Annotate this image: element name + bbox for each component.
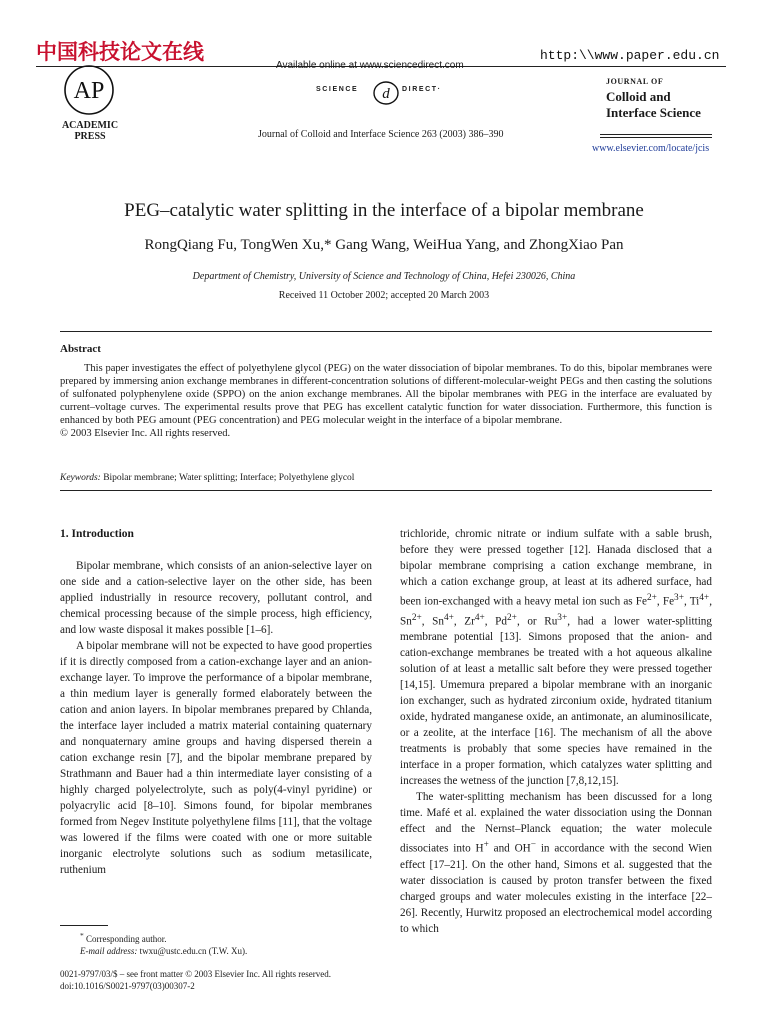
footnote-email: E-mail address: twxu@ustc.edu.cn (T.W. Xu). xyxy=(80,946,248,956)
keywords xyxy=(60,472,354,484)
front-matter-line1: 0021-9797/03/$ – see front matter © 2003 Elsevier Inc. All rights reserved. xyxy=(60,969,332,979)
sd-logo-right: DIRECT· xyxy=(402,86,442,93)
journal-rule xyxy=(600,137,712,138)
journal-citation: Journal of Colloid and Interface Science 263 (2003) 386–390 xyxy=(258,129,504,140)
site-logo-text: 中国科技论文在线 xyxy=(36,40,204,64)
article-authors: RongQiang Fu, TongWen Xu,* Gang Wang, WeiHua Yang, and ZhongXiao Pan xyxy=(144,237,624,253)
footnote-rule xyxy=(60,925,108,926)
publisher-name xyxy=(48,120,132,142)
journal-name xyxy=(606,89,701,121)
sd-logo-left: SCIENCE xyxy=(316,86,359,93)
paragraph: Bipolar membrane, which consists of an anion-selective layer on one side and a cation-selective layer on the other side, has been applied industrially in resource recovery, pollutant control, and chemical processing because of the simple process, high efficiency, and low waste disposal it makes possible [1–6]. xyxy=(60,560,372,636)
article-received: Received 11 October 2002; accepted 20 March 2003 xyxy=(278,290,490,301)
front-matter xyxy=(60,968,400,992)
svg-text:d: d xyxy=(382,86,390,102)
ap-logo-text: AP xyxy=(73,78,105,104)
available-online: Available online at www.sciencedirect.com xyxy=(276,60,464,71)
site-url[interactable]: http:\\www.paper.edu.cn xyxy=(540,48,720,63)
abstract-heading: Abstract xyxy=(60,343,101,355)
publisher-name-line1: ACADEMIC xyxy=(61,120,119,131)
journal-name-line1: Colloid and xyxy=(606,89,671,104)
footnote xyxy=(60,930,372,957)
paragraph: A bipolar membrane will not be expected to have good properties if it is directly composed from a cation-exchange layer and an anion-exchange layer. To improve the performance of a bipolar membrane, a thin medium layer is generally formed elaborately between the cation and anion layers. In bipolar membranes prepared by Chlanda, the interface layer included a matrix material containing quaternary and nonquaternary amine groups and having dispersed therein a cation exchange resin [7], and the bipolar membrane prepared by Strathmann and Bauer had a thin intermediate layer consisting of a highly charged polyelectrolyte, such as poly(4-vinyl pyridine) or polyacrylic acid [8–10]. Simons found, for bipolar membranes formed from Negev Institute polyethylene films [11], that the voltage was lowered if the films were coated with one or more suitable inorganic electrolyte solutions such as sodium metasilicate, ruthenium xyxy=(60,640,372,876)
publisher-name-line2: PRESS xyxy=(74,131,106,142)
keywords-text: Bipolar membrane; Water splitting; Interface; Polyethylene glycol xyxy=(100,473,355,483)
abstract-body xyxy=(60,362,712,440)
paragraph: The water-splitting mechanism has been discussed for a long time. Mafé et al. explained the water dissociation using the Donnan effect and the Nernst–Planck equation; the water molecule dissociates into H+ and OH− in accordance with the second Wien effect [17–21]. On the other hand, Simons et al. suggested that the water dissociation is caused by proton transfer between the fixed charged groups and water molecules existing in the interface [22–26]. Recently, Hurwitz proposed an electrochemical model according to which xyxy=(400,791,713,936)
journal-name-line2: Interface Science xyxy=(606,105,701,120)
journal-url[interactable]: www.elsevier.com/locate/jcis xyxy=(592,143,710,154)
article-affiliation: Department of Chemistry, University of Science and Technology of China, Hefei 230026, China xyxy=(192,271,576,282)
paragraph: trichloride, chromic nitrate or indium sulfate with a sable brush, before they were pressed together [12]. Hanada disclosed that a bipolar membrane comprising a cation exchange membrane, in which a cation exchange group, at least at its adhered surface, had been ion-exchanged with a heavy metal ion such as $Fe^{2+}$, $Fe^{3+}$, $Ti^{4+}$, $Sn^{2+}$, $Sn^{4+}$, $Zr^{4+}$, $Pd^{2+}$, or $Ru^{3+}$, had a lower water-splitting membrane potential [13]. Simons proposed that the anion- and cation-exchange membranes be treated with a hot aqueous alkaline solution of at least a metallic salt before they were pressed together [14,15]. Umemura prepared a bipolar membrane with an inorganic ion exchanger, such as hydrated zirconium oxide, hydrated titanium oxide, hydrated manganese oxide, an antimonate, an aluminosilicate, or a zeolite, at the interface [16]. The mechanism of all the above treatments is probably that some species have remained in the interface in a proper formation, which catalyzes water splitting and increases the wetness of the junction [7,8,12,15]. xyxy=(400,528,712,788)
section-heading: 1. Introduction xyxy=(60,528,134,540)
abstract-text: This paper investigates the effect of polyethylene glycol (PEG) on the water dissociation of bipolar membranes. To do this, bipolar membranes were prepared by immersing anion exchange membranes in different-concentration solutions of different-molecular-weight PEGs and then casting the solutions of sulfonated polyphenylene oxide (SPPO) on the anion exchange membranes. All the bipolar membranes with PEG in the interface are evaluated by current–voltage curves. The experimental results prove that PEG has excellent catalytic function for water dissociation. Furthermore, this function is enhanced by both PEG amount (PEG concentration) and PEG molecular weight in the interface of a bipolar membrane. xyxy=(60,363,712,426)
sciencedirect-logo xyxy=(316,80,466,106)
keywords-label: Keywords: xyxy=(60,473,101,483)
sd-at-icon xyxy=(372,80,400,106)
academic-press-logo xyxy=(62,63,116,117)
left-column xyxy=(60,558,372,878)
journal-label: JOURNAL OF xyxy=(606,77,664,86)
article-title: PEG–catalytic water splitting in the interface of a bipolar membrane xyxy=(124,200,644,221)
abstract-bottom-rule xyxy=(60,490,712,491)
abstract-copyright: © 2003 Elsevier Inc. All rights reserved. xyxy=(60,428,231,439)
abstract-top-rule xyxy=(60,331,712,332)
footnote-corresponding: * Corresponding author. xyxy=(80,931,167,944)
journal-rule xyxy=(600,134,712,135)
doi: doi:10.1016/S0021-9797(03)00307-2 xyxy=(60,981,195,991)
right-column xyxy=(400,526,712,937)
